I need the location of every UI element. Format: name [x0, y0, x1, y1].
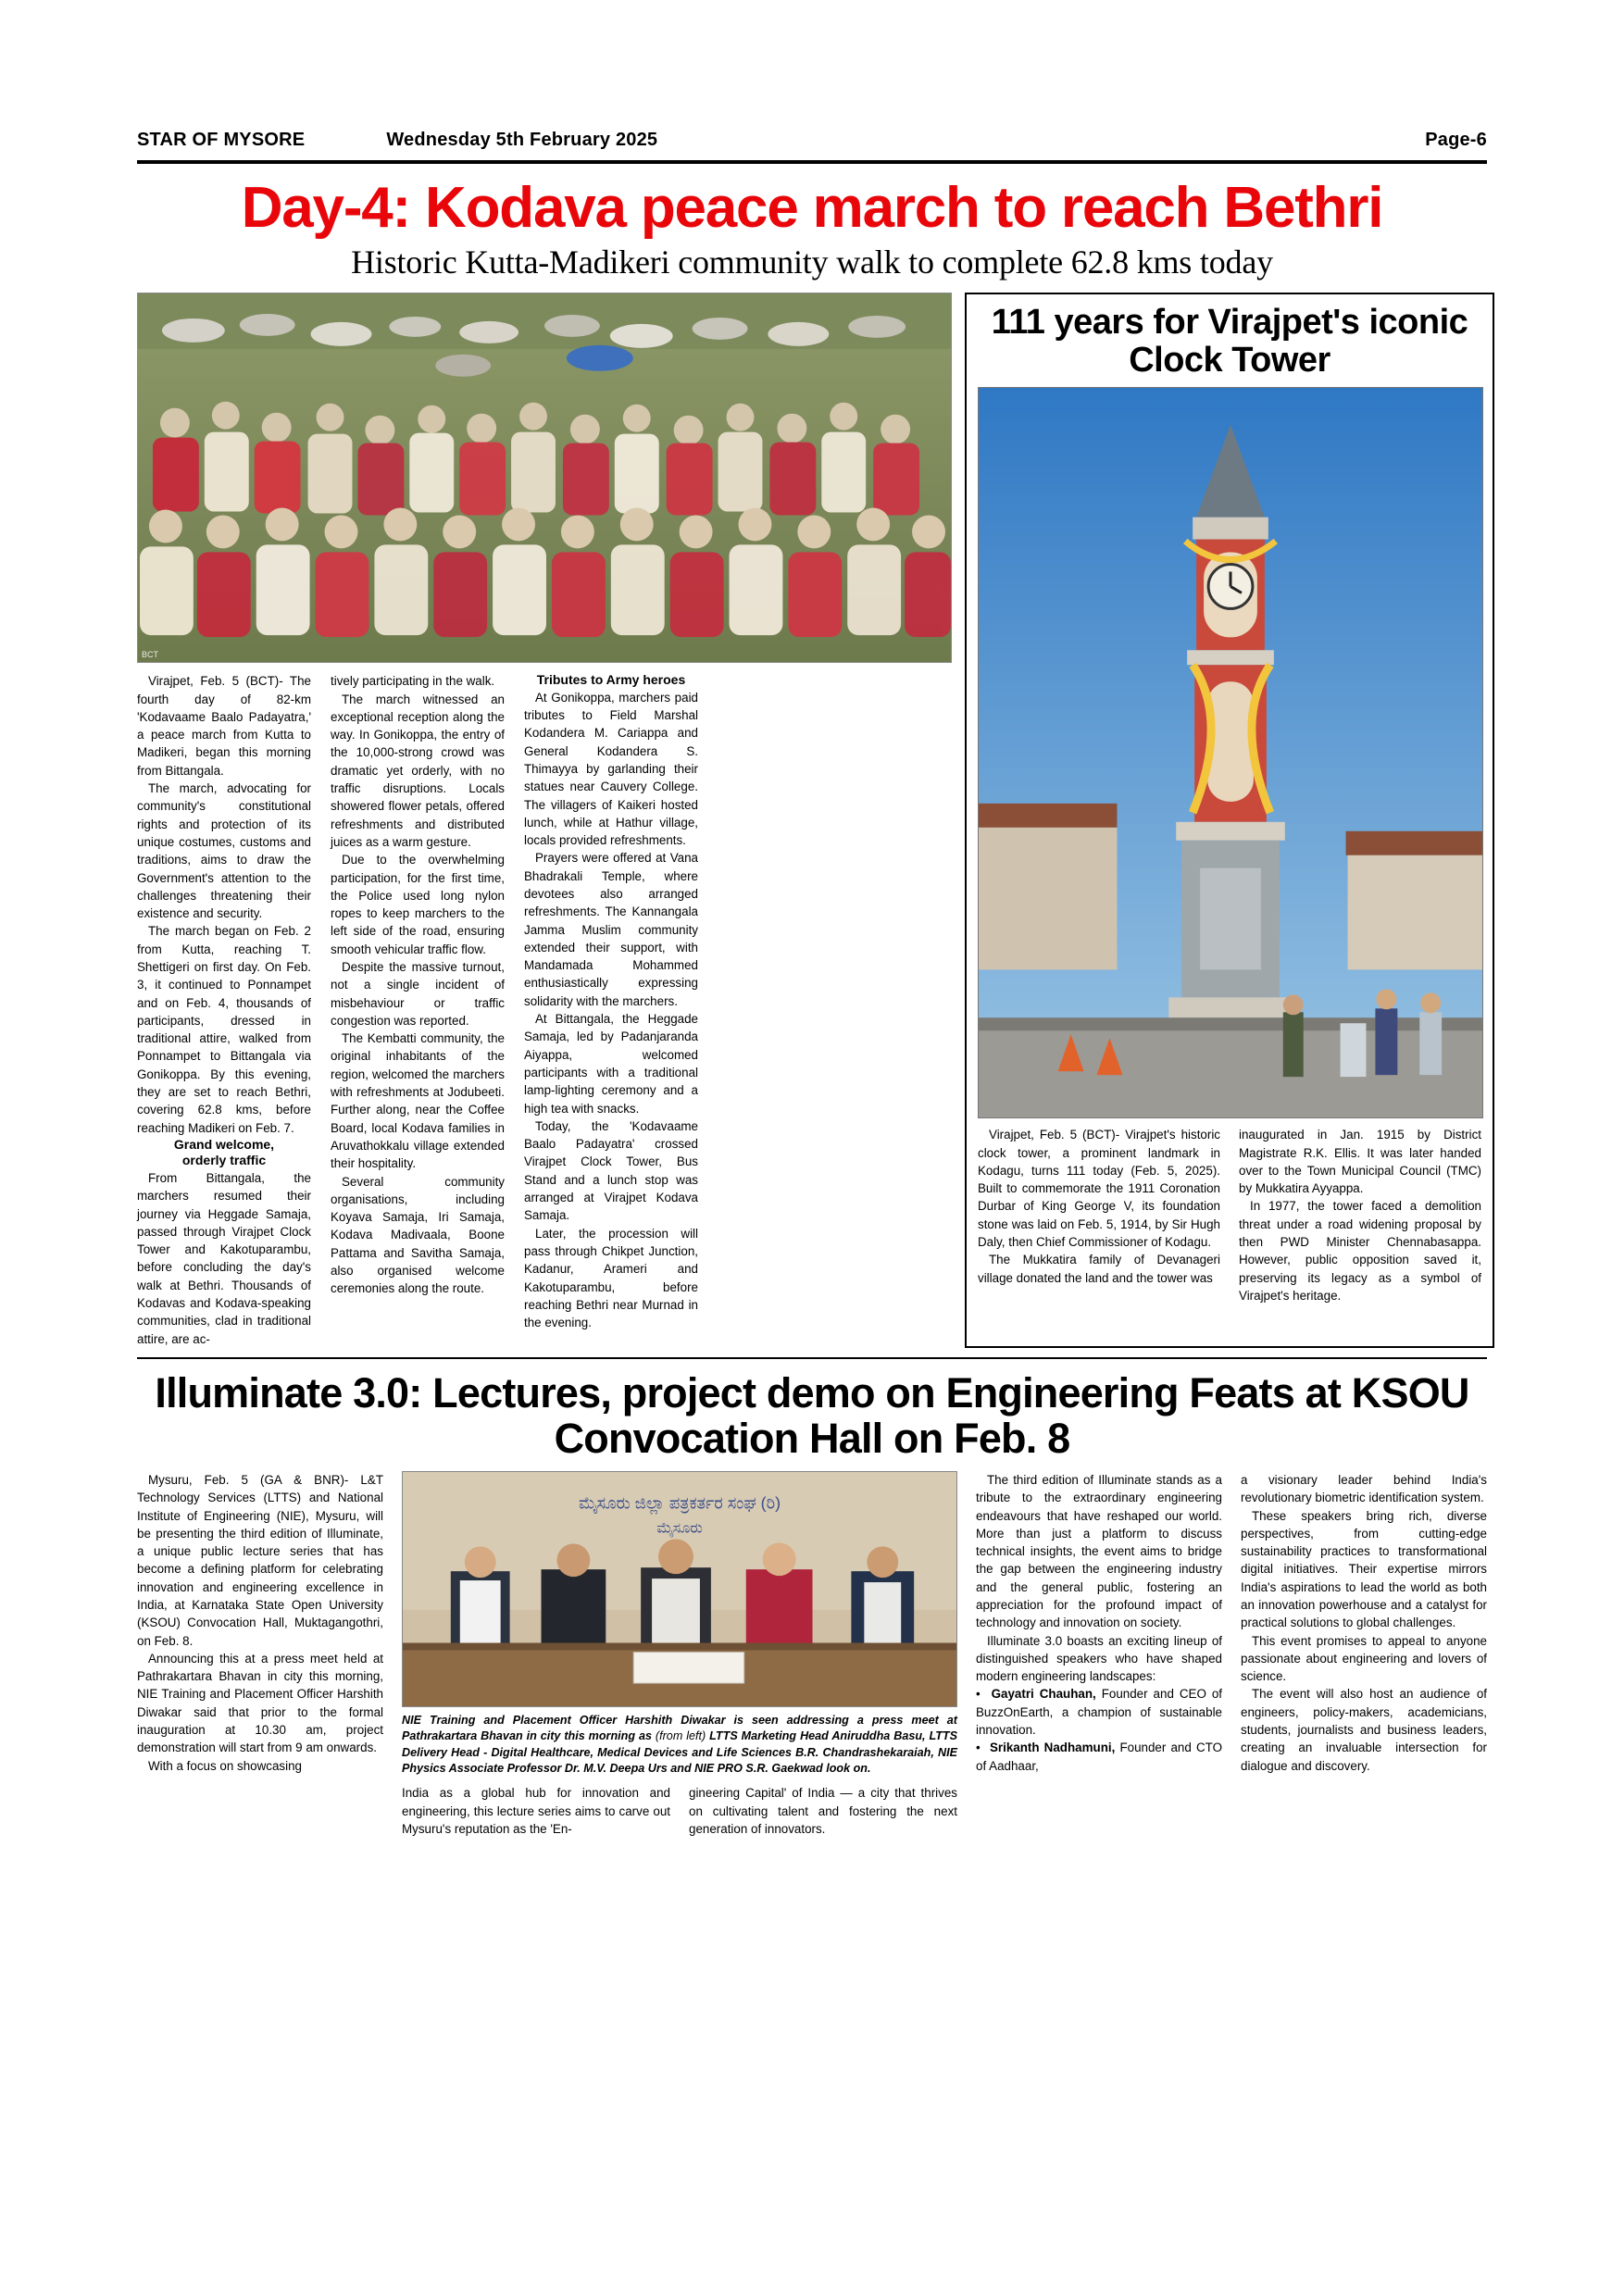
press-meet-art [403, 1472, 956, 1706]
paragraph: a visionary leader behind India's revolutionary biometric identification system. [1241, 1472, 1487, 1505]
subheading-tributes: Tributes to Army heroes [536, 672, 686, 688]
section-divider [137, 1357, 1487, 1359]
masthead [137, 130, 1487, 151]
paragraph: These speakers bring rich, diverse perspectives, from cutting-edge sustainability practices to transformational digital initiatives. Their expertise mirrors India's aspirations to lead the world as both an innovation powerhouse and a catalyst for practical solutions to global challenges. [1241, 1508, 1487, 1630]
paragraph: The march witnessed an exceptional reception along the way. In Gonikoppa, the entry of the 10,000-strong crowd was dramatic yet orderly, with no traffic disruptions. Locals showered flower petals, offered refreshments and distributed juices as a warm gesture. [331, 692, 505, 849]
caption-part-2: LTTS Marketing Head Aniruddha Basu, LTTS Delivery Head - Digital Healthcare, Medical Devices and Life Sciences B.R. Chandrashekaraiah, NIE Physics Associate Professor Dr. M.V. Deepa Urs and NIE PRO S.R. Gaekwad look on. [402, 1729, 957, 1776]
lead-col-2 [331, 672, 505, 1348]
press-meet-photo [402, 1471, 957, 1707]
paragraph: The march, advocating for community's constitutional rights and protection of its unique costumes, customs and traditions, aims to draw the Government's attention to the challenges threatening their existence and security. [137, 781, 311, 921]
illuminate-mid-col-2 [689, 1784, 957, 1838]
speaker-name: Srikanth Nadhamuni, [989, 1741, 1116, 1755]
paragraph: gineering Capital' of India — a city that thrives on cultivating talent and fostering the next generation of innovators. [689, 1786, 957, 1837]
paragraph: Later, the procession will pass through Chikpet Junction, Kadanur, Arameri and Kakotuparambu, before reaching Bethri near Murnad in the evening. [524, 1226, 698, 1330]
paragraph: In 1977, the tower faced a demolition threat under a road widening proposal by then PWD Minister Chennabasappa. However, public opposition saved it, preserving its legacy as a symbol of Virajpet's heritage. [1239, 1199, 1481, 1303]
paragraph: The march began on Feb. 2 from Kutta, reaching T. Shettigeri on first day. On Feb. 3, it continued to Ponnampet and on Feb. 4, thousands of participants, dressed in traditional attire, walked from Ponnampet to Bittangala via Gonikoppa. By this evening, they are set to reach Bethri, covering 62.8 kms, before reaching Madikeri on Feb. 7. [137, 924, 311, 1135]
paragraph: At Gonikoppa, marchers paid tributes to Field Marshal Kodandera M. Cariappa and General Kodandera S. Thimayya by garlanding their statues near Cauvery College. The villagers of Kaikeri hosted lunch, while at Hathur village, locals provided refreshments. [524, 690, 698, 848]
paragraph: Virajpet, Feb. 5 (BCT)- Virajpet's historic clock tower, a prominent landmark in Kodagu, turns 111 today (Feb. 5, 2025). Built to commemorate the 1911 Coronation Durbar of King George V, its foundation stone was laid on Feb. 5, 1914, by Sir Hugh Daly, then Chief Commissioner of Kodagu. [978, 1128, 1220, 1250]
speaker-name: Gayatri Chauhan, [991, 1687, 1096, 1702]
speaker-desc: Founder and CEO of BuzzOnEarth, a champion of sustainable innovation. [976, 1687, 1222, 1738]
illuminate-headline: Illuminate 3.0: Lectures, project demo on Engineering Feats at KSOU Convocation Hall on Feb. 8 [155, 1368, 1469, 1463]
clock-tower-headline: 111 years for Virajpet's iconic Clock Tower [991, 303, 1468, 381]
illuminate-mid-col-1 [402, 1784, 670, 1838]
paragraph: Virajpet, Feb. 5 (BCT)- The fourth day of 82-km 'Kodavaame Baalo Padayatra,' a peace march from Kutta to Madikeri, began this morning from Bittangala. [137, 674, 311, 778]
caption-from-left: (from left) [655, 1729, 706, 1743]
paragraph: With a focus on showcasing [148, 1758, 302, 1773]
paragraph: inaugurated in Jan. 1915 by District Magistrate R.K. Ellis. It was later handed over to the Town Municipal Council (TMC) by Mukkatira Ayyappa. [1239, 1128, 1481, 1196]
lead-headline: Day-4: Kodava peace march to reach Bethri [241, 176, 1383, 240]
paragraph: Today, the 'Kodavaame Baalo Padayatra' crossed Virajpet Clock Tower, Bus Stand and a lunch stop was arranged at Virajpet Kodava Samaja. [524, 1118, 698, 1223]
march-photo-art [138, 293, 951, 663]
illuminate-center [402, 1471, 957, 1838]
illuminate-center-columns [402, 1784, 957, 1838]
paragraph: This event promises to appeal to anyone passionate about engineering and lovers of science. [1241, 1633, 1487, 1684]
lead-col-1 [137, 672, 311, 1348]
svg-text:ಮೈಸೂರು: ಮೈಸೂರು [656, 1520, 703, 1537]
lead-subhead: Historic Kutta-Madikeri community walk to complete 62.8 kms today [351, 243, 1273, 281]
lead-col-3 [524, 672, 698, 1348]
march-photo [137, 293, 952, 663]
issue-date: Wednesday 5th February 2025 [386, 130, 658, 150]
speaker-bullet: • Srikanth Nadhamuni, Founder and CTO of Aadhaar, [976, 1741, 1222, 1773]
paragraph: The third edition of Illuminate stands as a tribute to the extraordinary engineering endeavours that have reshaped our world. More than just a platform to discuss technical insights, the event aims to bridge the gap between the engineering industry and the general public, fostering an appreciation for the profound impact of technology and innovation on society. [976, 1472, 1222, 1630]
illuminate-col-4 [1241, 1471, 1487, 1838]
paper-name: STAR OF MYSORE [137, 130, 306, 150]
paragraph: Mysuru, Feb. 5 (GA & BNR)- L&T Technology Services (LTTS) and National Institute of Engineering (NIE), Mysuru, will be presenting the third edition of Illuminate, a unique public lecture series that has become a defining platform for celebrating innovation and engineering excellence in India, at Karnataka State Open University (KSOU) Convocation Hall, Muktagangothri, on Feb. 8. [137, 1472, 383, 1648]
speaker-desc: Founder and CTO of Aadhaar, [976, 1741, 1222, 1773]
paragraph: Prayers were offered at Vana Bhadrakali Temple, where devotees also arranged refreshments. The Kannangala Jamma Muslim community extended their support, with Mandamada Mohammed enthusiastically expressing solidarity with the marchers. [524, 851, 698, 1008]
illuminate-story [137, 1471, 1487, 1838]
press-meet-caption [402, 1713, 957, 1778]
clock-tower-photo [978, 387, 1483, 1118]
paragraph: Several community organisations, including Koyava Samaja, Iri Samaja, Kodava Madivaala, Boone Pattama and Savitha Samaja, also organised welcome ceremonies along the route. [331, 1174, 505, 1296]
paragraph: The event will also host an audience of engineers, policy-makers, academicians, students, journalists and business leaders, creating an invaluable intersection for dialogue and discovery. [1241, 1687, 1487, 1773]
top-section [137, 293, 1487, 1348]
page-number: Page-6 [1425, 130, 1487, 150]
paragraph: The Kembatti community, the original inhabitants of the region, welcomed the marchers with refreshments at Jodubeeti. Further along, near the Coffee Board, local Kodava families in Aruvathokkalu village extended their hospitality. [331, 1031, 505, 1171]
illuminate-col-1 [137, 1471, 383, 1838]
clock-col-1 [978, 1126, 1220, 1304]
svg-text:ಮೈಸೂರು ಜಿಲ್ಲಾ ಪತ್ರಕರ್ತರ ಸಂಘ (ರ: ಮೈಸೂರು ಜಿಲ್ಲಾ ಪತ್ರಕರ್ತರ ಸಂಘ (ರಿ) [578, 1493, 781, 1513]
clock-tower-box [965, 293, 1494, 1348]
masthead-rule [137, 160, 1487, 164]
clock-tower-art [979, 388, 1482, 1117]
paragraph: Illuminate 3.0 boasts an exciting lineup of distinguished speakers who have shaped modern engineering landscapes: [976, 1633, 1222, 1684]
lead-columns [137, 672, 952, 1348]
paragraph: Despite the massive turnout, not a single incident of misbehaviour or traffic congestion was reported. [331, 959, 505, 1028]
clock-tower-columns [978, 1126, 1481, 1304]
caption-part-1: NIE Training and Placement Officer Harshith Diwakar is seen addressing a press meet at Pathrakartara Bhavan in city this morning as [402, 1713, 957, 1743]
speaker-bullet: • Gayatri Chauhan, Founder and CEO of BuzzOnEarth, a champion of sustainable innovation. [976, 1687, 1222, 1738]
clock-col-2 [1239, 1126, 1481, 1304]
paragraph: Announcing this at a press meet held at Pathrakartara Bhavan in city this morning, NIE Training and Placement Officer Harshith Diwakar said that prior to the formal inauguration at 10.30 am, project demonstration will start from 9 am onwards. [137, 1651, 383, 1755]
illuminate-col-3 [976, 1471, 1222, 1838]
lead-story [137, 293, 952, 1348]
paragraph: The Mukkatira family of Devanageri village donated the land and the tower was [978, 1253, 1220, 1285]
paragraph: India as a global hub for innovation and engineering, this lecture series aims to carve out Mysuru's reputation as the 'En- [402, 1786, 670, 1837]
paragraph: tively participating in the walk. [331, 674, 495, 689]
paragraph: From Bittangala, the marchers resumed their journey via Heggade Samaja, passed through Virajpet Clock Tower and Kakotuparambu, before concluding the day's walk at Bethri. Thousands of Kodavas and Kodava-speaking communities, clad in traditional attire, are ac- [137, 1170, 311, 1346]
subheading-grand-welcome: Grand welcome, orderly traffic [173, 1136, 275, 1168]
paragraph: Due to the overwhelming participation, for the first time, the Police used long nylon ropes to keep marchers to the left side of the road, ensuring smooth vehicular traffic flow. [331, 853, 505, 956]
paragraph: At Bittangala, the Heggade Samaja, led by Padanjaranda Aiyappa, welcomed participants with a traditional lamp-lighting ceremony and a high tea with snacks. [524, 1012, 698, 1116]
photo-credit: BCT [142, 650, 158, 660]
